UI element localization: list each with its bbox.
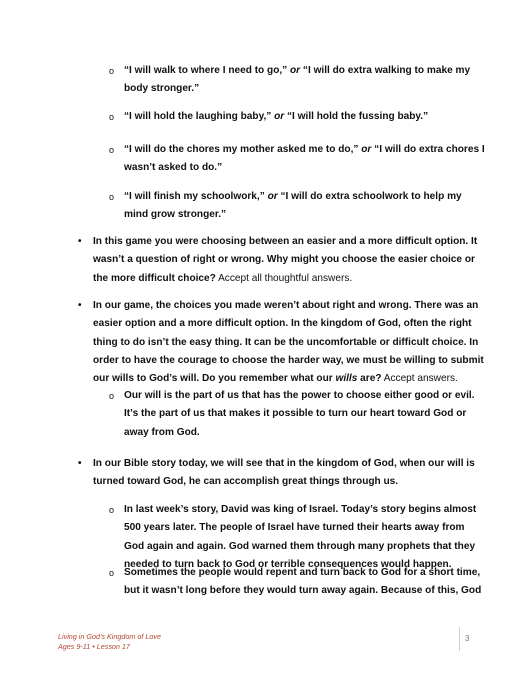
sub-item-our-will (124, 387, 475, 442)
text-line (124, 159, 485, 177)
text-line (93, 297, 484, 315)
text-line (93, 270, 477, 288)
text-run: “I will do the chores my mother asked me to do,” (124, 144, 362, 155)
text-run: “I will do extra chores I (371, 144, 485, 155)
text-run: our wills to God’s will. Do you remember what our (93, 373, 336, 385)
bullet-bible-story (93, 455, 475, 492)
text-line (93, 315, 484, 333)
bullet-easier-option (93, 233, 477, 288)
text-run: 500 years later. The people of Israel have turned their hearts away from (124, 522, 465, 534)
text-line (124, 62, 470, 80)
text-line (93, 455, 475, 473)
text-run: In last week’s story, David was king of Israel. Today’s story begins almost (124, 504, 477, 515)
sub-item-repent (124, 564, 481, 601)
text-run: God again and again. God warned them through many prophets that they (124, 540, 476, 552)
text-run: It’s the part of us that makes it possible to turn our heart toward God or (124, 408, 467, 420)
text-run: turned toward God, he can accomplish great things through us. (93, 476, 399, 488)
text-run: away from God. (124, 426, 200, 438)
text-line (93, 251, 477, 269)
text-run: “I will finish my schoolwork,” (124, 191, 268, 202)
text-line (93, 233, 477, 251)
text-run: “I will do extra schoolwork to help my (277, 191, 462, 202)
text-line (124, 501, 476, 519)
bullet-kingdom-choices (93, 297, 484, 388)
sub-bullet-marker: o (109, 112, 115, 122)
text-line (124, 188, 462, 206)
text-line (124, 519, 476, 537)
sub-item-baby (124, 108, 428, 126)
emphasis-text: or (361, 144, 372, 155)
text-run: Accept all thoughtful answers. (215, 272, 353, 284)
text-line (124, 141, 485, 159)
text-line (93, 352, 484, 370)
text-run: easier option and a more difficult option. In the kingdom of God, often the right (93, 318, 472, 330)
text-line (93, 334, 484, 352)
text-line (124, 108, 428, 126)
sub-bullet-marker: o (109, 66, 115, 76)
text-run: In this game you were choosing between an easier and a more difficult option. It (93, 236, 478, 247)
text-line (124, 405, 475, 423)
bullet-marker: • (78, 236, 82, 247)
sub-item-walk (124, 62, 470, 99)
text-run: wasn’t asked to do.” (124, 162, 223, 174)
text-run: “I will hold the laughing baby,” (124, 111, 275, 122)
bullet-marker: • (78, 300, 82, 311)
text-run: “I will hold the fussing baby.” (284, 111, 429, 122)
page-number: 3 (465, 634, 470, 643)
sub-bullet-marker: o (109, 568, 115, 578)
text-run: “I will do extra walking to make my (300, 65, 471, 76)
footer-divider (459, 627, 460, 651)
text-line (124, 538, 476, 556)
text-line (124, 206, 462, 224)
footer-title: Living in God’s Kingdom of Love (58, 632, 161, 641)
text-run: but it wasn’t long before they would turn away again. Because of this, God (124, 585, 482, 597)
sub-item-schoolwork (124, 188, 462, 225)
text-line (124, 80, 470, 98)
emphasis-text: or (290, 65, 301, 76)
text-line (124, 582, 481, 600)
text-run: needed to turn back to God or terrible consequences would happen. (124, 558, 452, 570)
text-run: “I will walk to where I need to go,” (124, 65, 291, 76)
text-line (124, 387, 475, 405)
text-line (93, 473, 475, 491)
text-run: order to have the courage to choose the harder way, we must be willing to submit (93, 354, 484, 366)
sub-bullet-marker: o (109, 391, 115, 401)
text-run: thing to do isn’t the easy thing. It can be the uncomfortable or difficult choice. In (93, 336, 479, 348)
text-run: Accept answers. (381, 373, 458, 385)
sub-item-chores (124, 141, 485, 178)
bullet-marker: • (78, 458, 82, 469)
sub-bullet-marker: o (109, 505, 115, 515)
text-run: are? (357, 373, 382, 385)
text-run: Sometimes the people would repent and turn back to God for a short time, (124, 567, 481, 578)
emphasis-text: or (267, 191, 278, 202)
text-run: the more difficult choice? (93, 272, 216, 284)
text-line (124, 424, 475, 442)
sub-bullet-marker: o (109, 145, 115, 155)
text-run: In our game, the choices you made weren’t about right and wrong. There was an (93, 300, 479, 311)
text-run: Our will is the part of us that has the power to choose either good or evil. (124, 390, 475, 401)
text-run: body stronger.” (124, 83, 200, 95)
text-run: mind grow stronger.” (124, 209, 227, 221)
text-line (124, 564, 481, 582)
text-line (93, 370, 484, 388)
emphasis-text: wills (335, 373, 358, 385)
sub-bullet-marker: o (109, 192, 115, 202)
text-run: wasn’t a question of right or wrong. Why might you choose the easier choice or (93, 254, 475, 266)
footer-subtitle: Ages 9-11 • Lesson 17 (58, 642, 130, 651)
emphasis-text: or (274, 111, 285, 122)
text-run: In our Bible story today, we will see that in the kingdom of God, when our will is (93, 458, 475, 469)
